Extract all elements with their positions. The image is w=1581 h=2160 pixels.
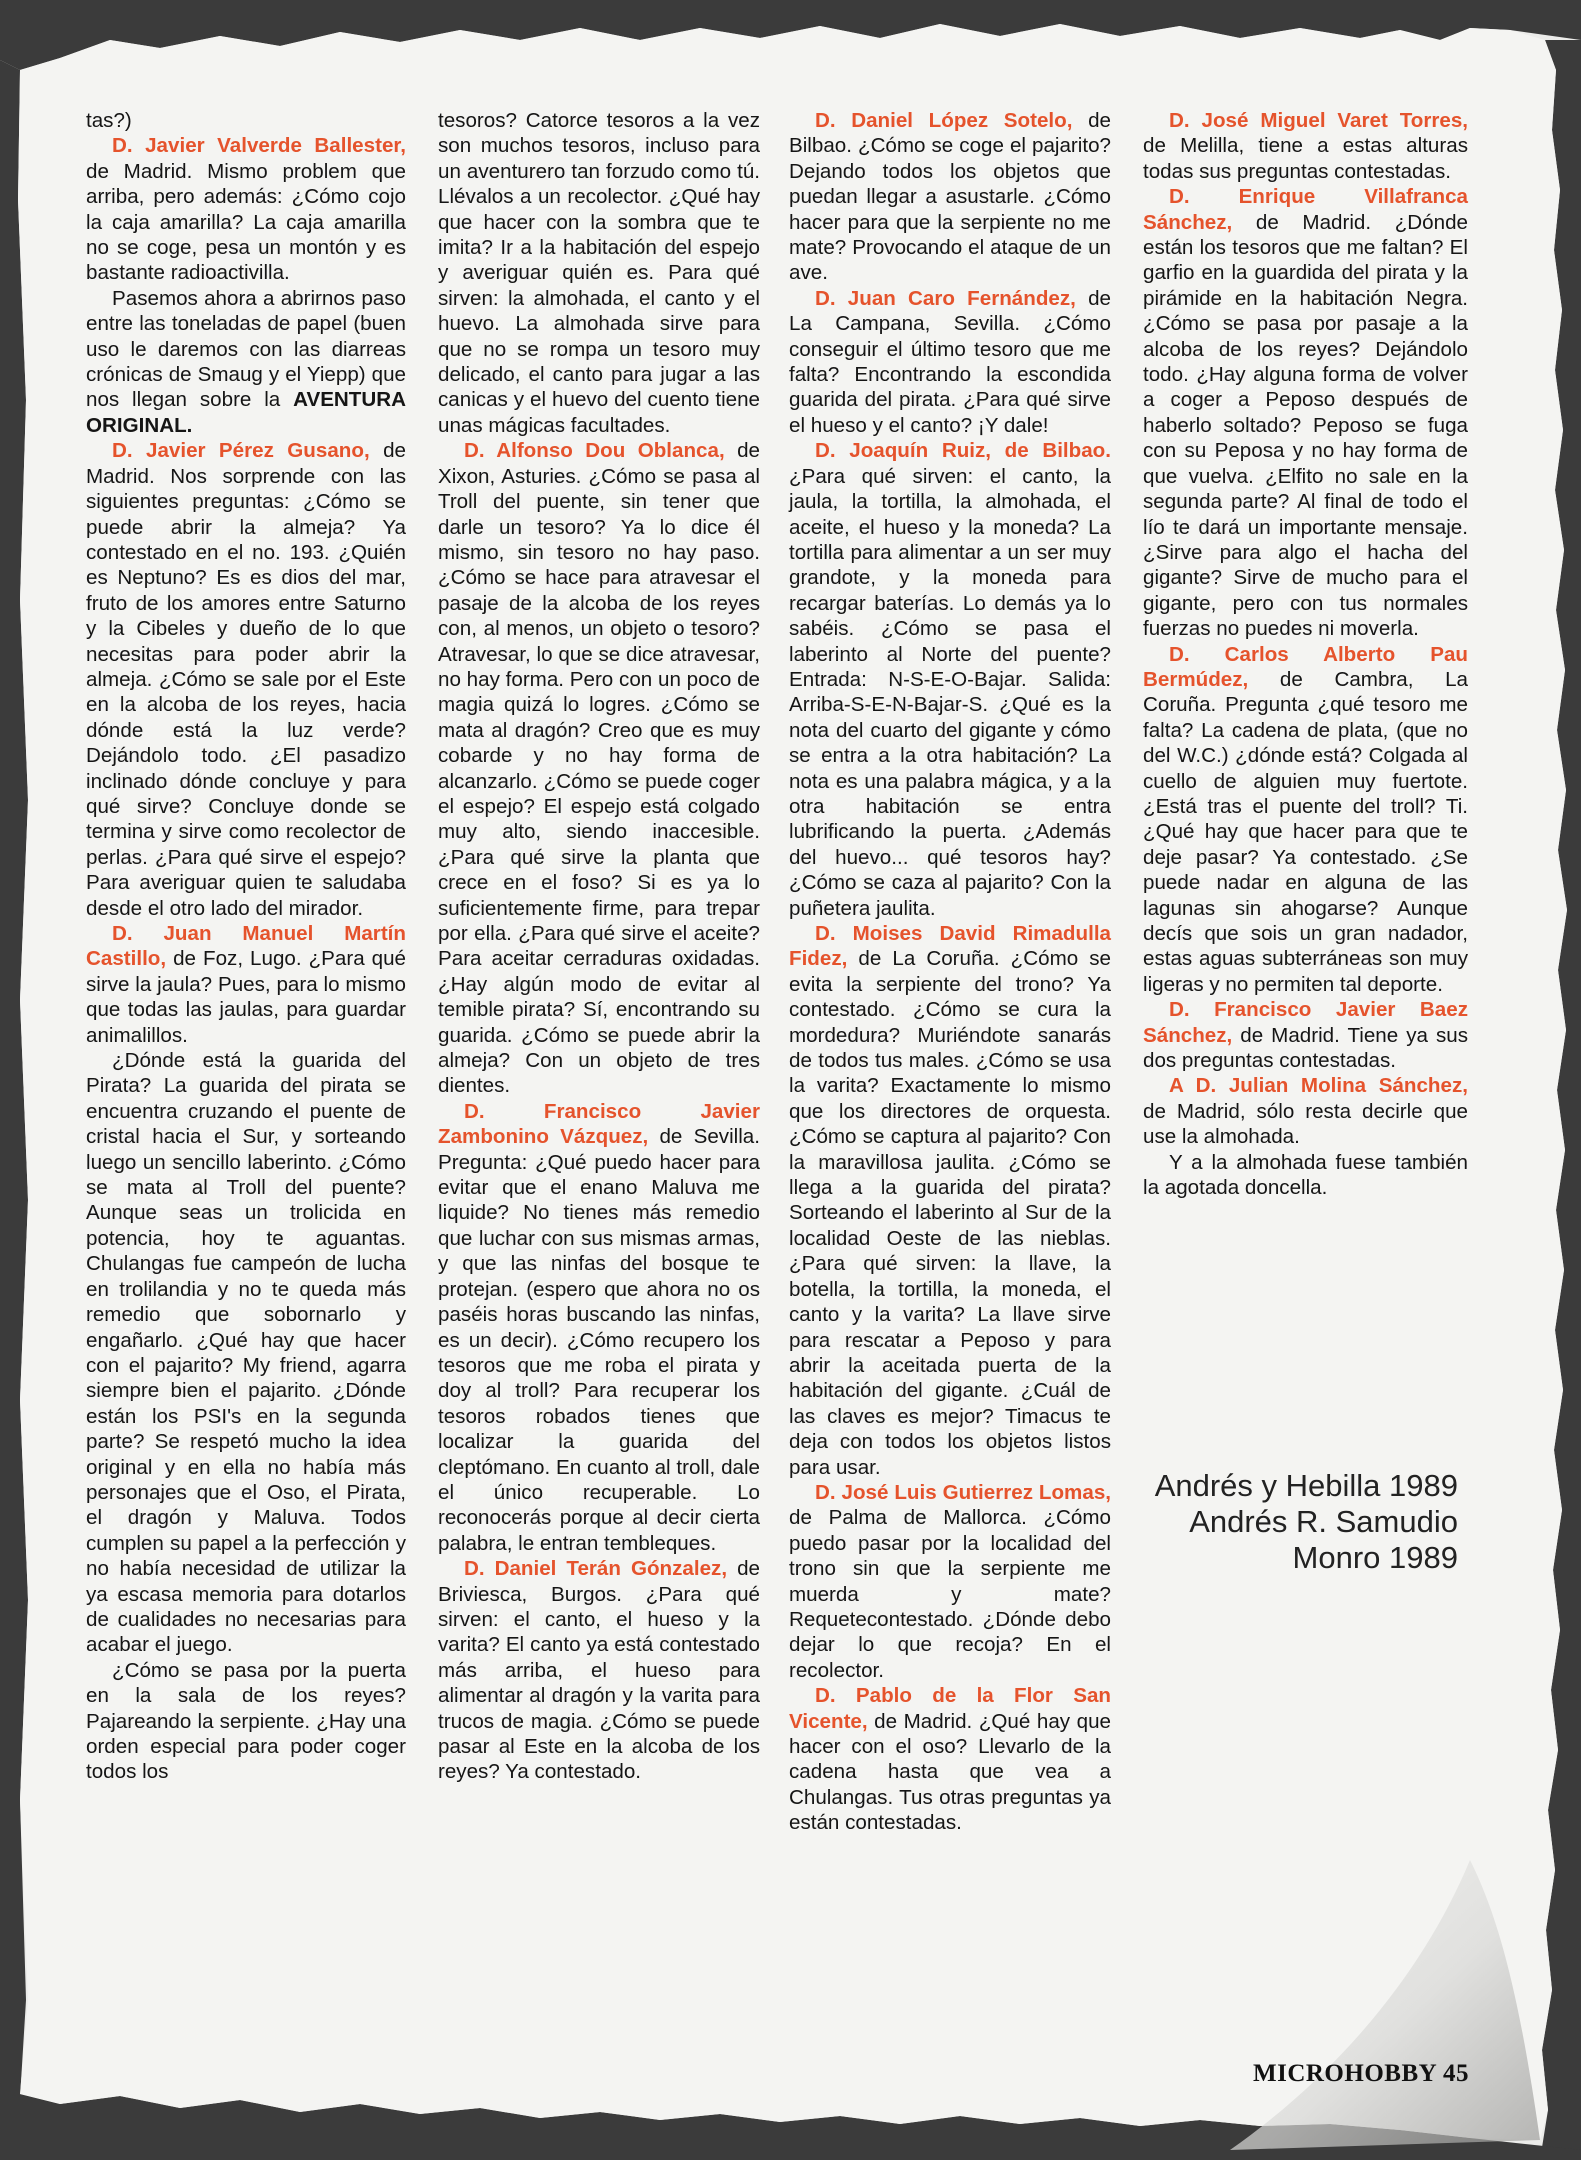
closing-line: Y a la almohada fuese también la agotada doncella. <box>1143 1150 1468 1200</box>
answer-text: de Foz, Lugo. ¿Para qué sirve la jaula? Pues, para lo mismo que todas las jaulas, para guardar animalillos. <box>86 947 406 1047</box>
reader-name: D. Pablo de la Flor San Vicente, <box>789 1684 1111 1733</box>
reader-question <box>789 1480 1111 1683</box>
reader-question <box>438 438 760 1099</box>
reader-question <box>1143 184 1468 641</box>
reader-name: D. José Luis Gutierrez Lomas, <box>815 1480 1111 1504</box>
reader-name: A D. Julian Molina Sánchez, <box>1169 1074 1468 1098</box>
reader-question <box>1143 108 1468 184</box>
reader-name: D. Francisco Javier Zambonino Vázquez, <box>438 1099 760 1149</box>
magazine-name: MICROHOBBY <box>1253 2060 1437 2087</box>
text-column-2 <box>438 108 760 1785</box>
reader-question <box>1143 997 1468 1073</box>
answer-text: de Madrid, sólo resta decirle que use la almohada. <box>1143 1099 1468 1149</box>
reader-question <box>1143 642 1468 998</box>
reader-name: D. Juan Caro Fernández, <box>815 286 1076 310</box>
reader-name: D. Joaquín Ruiz, de Bilbao. <box>815 439 1111 463</box>
reader-question <box>789 1683 1111 1835</box>
paragraph <box>86 286 406 438</box>
paragraph: ¿Dónde está la guarida del Pirata? La guarida del pirata se encuentra cruzando el puente de cristal hacia el Sur, y sorteando luego un sencillo laberinto. ¿Cómo se mata al Troll del puente? Aunque seas un trolicida en potencia, hoy te aguantas. Chulangas fue campeón de lucha en trolilandia y no te queda más remedio que sobornarlo y engañarlo. ¿Qué hay que hacer con el pajarito? My friend, agarra siempre bien el pajarito. ¿Dónde están los PSI's en la segunda parte? Se respetó mucho la idea original y en ella no había más personajes que el Oso, el Pirata, el dragón y Maluva. Todos cumplen su papel a la perfección y no había necesidad de utilizar la ya escasa memoria para dotarlos de cualidades no necesarias para acabar el juego. <box>86 1049 406 1657</box>
answer-text: de Xixon, Asturies. ¿Cómo se pasa al Troll del puente, sin tener que darle un tesoro? Ya lo dice él mismo, sin tesoro no hay paso. ¿Cómo se hace para atravesar el pasaje de la alcoba de los reyes con, al menos, un objeto o tesoro? Atravesar, lo que se dice atravesar, no hay forma. Pero con un poco de magia quizá lo logres. ¿Cómo se mata al dragón? Creo que es muy cobarde y no hay forma de alcanzarlo. ¿Cómo se puede coger el espejo? El espejo está colgado muy alto, siendo inaccesible. ¿Para qué sirve la planta que crece en el foso? Si es ya lo suficientemente firme, para trepar por ella. ¿Para qué sirve el aceite? Para aceitar cerraduras oxidadas. ¿Hay algún modo de evitar al temible pirata? Sí, encontrando su guarida. ¿Cómo se puede abrir la almeja? Con un objeto de tres dientes. <box>438 439 760 1098</box>
answer-text: de Bilbao. ¿Cómo se coge el pajarito? Dejando todos los objetos que puedan llegar a asustarle. ¿Cómo hacer para que la serpiente no me mate? Provocando el ataque de un ave. <box>789 109 1111 285</box>
reader-name: D. Daniel Terán Gónzalez, <box>464 1557 728 1581</box>
text-column-1 <box>86 108 406 1785</box>
answer-text: de Madrid. Tiene ya sus dos preguntas contestadas. <box>1143 1023 1468 1073</box>
reader-question <box>789 438 1111 921</box>
reader-name: D. Javier Valverde Ballester, <box>112 134 406 158</box>
reader-question <box>438 1556 760 1785</box>
reader-name: D. Daniel López Sotelo, <box>815 109 1073 132</box>
answer-text: de La Coruña. ¿Cómo se evita la serpiente del trono? Ya contestado. ¿Cómo se cura la mordedura? Muriéndote sanarás de todos tus males. ¿Cómo se usa la varita? Exactamente lo mismo que los directores de orquesta. ¿Cómo se captura al pajarito? Con la maravillosa jaulita. ¿Cómo se llega a la guarida del pirata? Sorteando el laberinto al Sur de la localidad Oeste de las nieblas. ¿Para qué sirven: la llave, la botella, la tortilla, la moneda, el canto y la varita? La llave sirve para rescatar a Peposo y para abrir la aceitada puerta de la habitación del gigante. ¿Cuál de las claves es mejor? Timacus te deja con todos los objetos listos para usar. <box>789 947 1111 1479</box>
reader-question <box>86 133 406 285</box>
reader-name: D. Moises David Rimadulla Fidez, <box>789 922 1111 971</box>
credits-block <box>1128 1468 1458 1576</box>
reader-question <box>789 286 1111 438</box>
reader-question <box>86 438 406 921</box>
answer-text: de La Campana, Sevilla. ¿Cómo conseguir el último tesoro que me falta? Encontrando la escondida guarida del pirata. ¿Para qué sirve el hueso y el canto? ¡Y dale! <box>789 286 1111 437</box>
reader-name: D. Francisco Javier Baez Sánchez, <box>1143 998 1468 1047</box>
reader-question <box>438 1099 760 1556</box>
paragraph: ¿Cómo se pasa por la puerta en la sala de los reyes? Pajareando la serpiente. ¿Hay una orden especial para poder coger todos los <box>86 1658 406 1784</box>
reader-name: D. Enrique Villafranca Sánchez, <box>1143 185 1468 234</box>
answer-text: ¿Para qué sirven: el canto, la jaula, la tortilla, la almohada, el aceite, el hueso y la moneda? La tortilla para alimentar a un ser muy grandote, y la moneda para recargar baterías. Lo demás ya lo sabéis. ¿Cómo se pasa el laberinto al Norte del puente? Entrada: N-S-E-O-Bajar. Salida: Arriba-S-E-N-Bajar-S. ¿Qué es la nota del cuarto del gigante y cómo se entra a la otra habitación? La nota es una palabra mágica, y a la otra habitación se entra lubrificando la puerta. ¿Además del huevo... qué tesoros hay? ¿Cómo se caza al pajarito? Con la puñetera jaulita. <box>789 464 1111 920</box>
answer-text: de Palma de Mallorca. ¿Cómo puedo pasar por la localidad del trono sin que la serpiente me muerda y mate? Requetecontestado. ¿Dónde debo dejar lo que recoja? En el recolector. <box>789 1506 1111 1682</box>
reader-name: D. Alfonso Dou Oblanca, <box>464 439 725 463</box>
credit-line: Monro 1989 <box>1292 1540 1458 1575</box>
answer-text: de Madrid. ¿Dónde están los tesoros que me faltan? El garfio en la guardida del pirata y la pirámide en la habitación Negra. ¿Cómo se pasa por pasaje a la alcoba de los reyes? Dejándolo todo. ¿Hay alguna forma de volver a coger a Peposo después de haberlo soltado? Peposo se fuga con su Peposa y no hay forma de que vuelva. ¿Elfito no sale en la segunda parte? Al final de todo el lío te dará un importante mensaje. ¿Sirve para algo el hacha del gigante? Sirve de mucho para el gigante, pero con tus normales fuerzas no puedes ni moverla. <box>1143 210 1468 641</box>
paragraph-text: Pasemos ahora a abrirnos paso entre las toneladas de papel (buen uso le daremos con las diarreas crónicas de Smaug y el Yiepp) que nos llegan sobre la <box>86 286 406 412</box>
reader-name: D. Juan Manuel Martín Castillo, <box>86 922 406 971</box>
answer-text: de Briviesca, Burgos. ¿Para qué sirven: el canto, el hueso y la varita? El canto ya está contestado más arriba, el hueso para alimentar al dragón y la varita para trucos de magia. ¿Cómo se puede pasar al Este en la alcoba de los reyes? Ya contestado. <box>438 1557 760 1784</box>
reader-name: D. Javier Pérez Gusano, <box>112 439 370 463</box>
answer-text: de Melilla, tiene a estas alturas todas sus preguntas contestadas. <box>1143 134 1468 183</box>
credit-line: Andrés R. Samudio <box>1189 1504 1458 1539</box>
reader-question <box>789 108 1111 286</box>
page-number: 45 <box>1443 2060 1469 2087</box>
text-column-3 <box>789 108 1111 1836</box>
reader-name: D. José Miguel Varet Torres, <box>1169 109 1468 132</box>
text-column-4 <box>1143 108 1468 1200</box>
page-footer <box>1253 2060 1469 2088</box>
paragraph: tas?) <box>86 109 132 132</box>
paragraph: tesoros? Catorce tesoros a la vez son muchos tesoros, incluso para un aventurero tan forzudo como tú. Llévalos a un recolector. ¿Qué hay que hacer con la sombra que te imita? Ir a la habitación del espejo y averiguar quién es. Para qué sirven: la almohada, el canto y el huevo. La almohada sirve para que no se rompa un tesoro muy delicado, el canto para jugar a las canicas y el huevo del cuento tiene unas mágicas facultades. <box>438 109 760 437</box>
answer-text: de Sevilla. Pregunta: ¿Qué puedo hacer para evitar que el enano Maluva me liquide? No tienes más remedio que luchar con sus mismas armas, y que las ninfas del bosque te protejan. (espero que ahora no os paséis horas buscando las ninfas, es un decir). ¿Cómo recupero los tesoros que me roba el pirata y doy al troll? Para recuperar los tesoros robados tienes que localizar la guarida del cleptómano. En cuanto al troll, dale el único recuperable. Lo reconocerás porque al decir cierta palabra, le entran tembleques. <box>438 1125 760 1555</box>
answer-text: de Cambra, La Coruña. Pregunta ¿qué tesoro me falta? La cadena de plata, (que no del W.C.) ¿dónde está? Colgada al cuello de alguien muy fuertote. ¿Está tras el puente del troll? Ti. ¿Qué hay que hacer para que te deje pasar? Ya contestado. ¿Se puede nadar en alguna de las lagunas sin ahogarse? Aunque decís que sois un gran nadador, estas aguas subterráneas son muy ligeras y no permiten tal deporte. <box>1143 667 1468 996</box>
credit-line: Andrés y Hebilla 1989 <box>1154 1468 1458 1503</box>
adventure-title: AVENTURA ORIGINAL. <box>86 388 406 437</box>
answer-text: de Madrid. Nos sorprende con las siguientes preguntas: ¿Cómo se puede abrir la almeja? Ya contestado en el no. 193. ¿Quién es Neptuno? Es es dios del mar, fruto de los amores entre Saturno y la Cibeles y dueño de lo que necesitas para poder abrir la almeja. ¿Cómo se sale por el Este en la alcoba de los reyes, hacia dónde está la luz verde? Dejándolo todo. ¿El pasadizo inclinado dónde concluye y para qué sirve? Concluye donde se termina y sirve como recolector de perlas. ¿Para qué sirve el espejo? Para averiguar quien te saludaba desde el otro lado del mirador. <box>86 439 406 920</box>
answer-text: de Madrid. ¿Qué hay que hacer con el oso? Llevarlo de la cadena hasta que vea a Chulangas. Tus otras preguntas ya están contestadas. <box>789 1709 1111 1835</box>
reader-question <box>1143 1073 1468 1149</box>
reader-name: D. Carlos Alberto Pau Bermúdez, <box>1143 642 1468 691</box>
reader-question <box>789 921 1111 1480</box>
reader-question <box>86 921 406 1048</box>
answer-text: de Madrid. Mismo problem que arriba, pero además: ¿Cómo cojo la caja amarilla? La caja amarilla no se coge, pesa un montón y es bastante radioactivilla. <box>86 159 406 285</box>
